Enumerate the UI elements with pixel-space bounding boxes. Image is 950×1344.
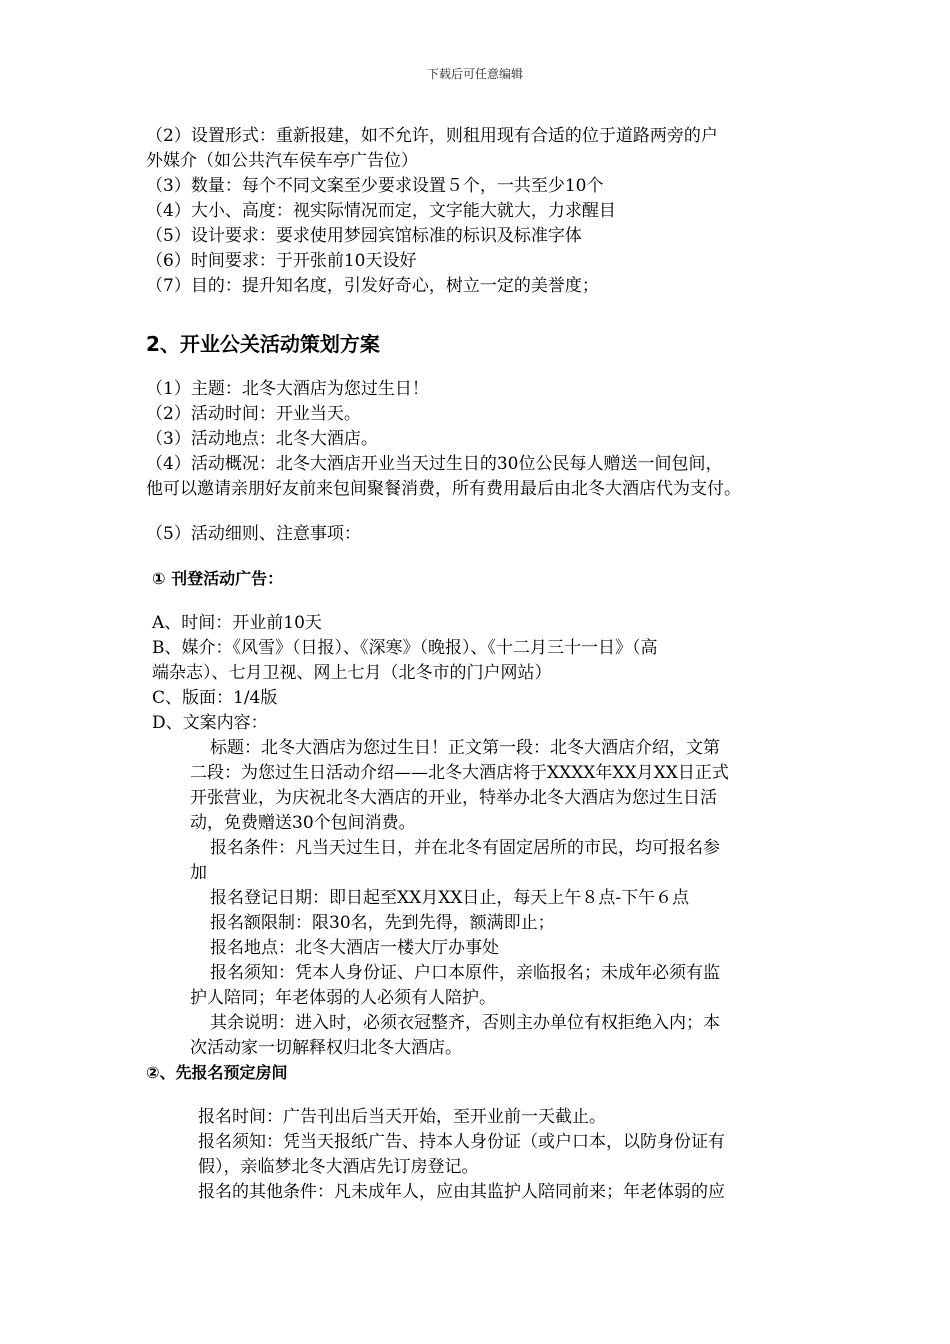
paragraph-line: 报名时间：广告刊出后当天开始，至开业前一天截止。 — [198, 1107, 606, 1127]
paragraph-line: 报名须知：凭当天报纸广告、持本人身份证（或户口本，以防身份证有 — [198, 1132, 725, 1152]
list-item: （2）设置形式：重新报建，如不允许，则租用现有合适的位于道路两旁的户 — [146, 126, 718, 146]
paragraph-line: 标题：北冬大酒店为您过生日！正文第一段：北冬大酒店介绍，文第 — [210, 738, 720, 758]
list-item: （3）数量：每个不同文案至少要求设置５个，一共至少10个 — [146, 176, 604, 196]
list-item: （2）活动时间：开业当天。 — [146, 404, 361, 424]
list-item: （1）主题：北冬大酒店为您过生日！ — [146, 379, 429, 399]
list-item: 外媒介（如公共汽车侯车亭广告位） — [146, 151, 418, 171]
document-body — [146, 124, 810, 1205]
paragraph-line: 其余说明：进入时，必须衣冠整齐，否则主办单位有权拒绝入内；本 — [210, 1013, 720, 1033]
paragraph-line: 报名条件：凡当天过生日，并在北冬有固定居所的市民，均可报名参 — [210, 838, 720, 858]
paragraph-line: 次活动家一切解释权归北冬大酒店。 — [190, 1038, 462, 1058]
paragraph-line: 护人陪同；年老体弱的人必须有人陪护。 — [190, 988, 496, 1008]
paragraph-line: 报名的其他条件：凡未成年人，应由其监护人陪同前来；年老体弱的应 — [198, 1182, 725, 1202]
paragraph-line: 报名地点：北冬大酒店一楼大厅办事处 — [210, 938, 499, 958]
paragraph-line: 报名登记日期：即日起至XX月XX日止，每天上午８点-下午６点 — [210, 888, 690, 908]
list-item: （7）目的：提升知名度，引发好奇心，树立一定的美誉度； — [146, 276, 599, 296]
list-item: （6）时间要求：于开张前10天设好 — [146, 251, 417, 271]
page-header-note: 下载后可任意编辑 — [426, 67, 523, 81]
paragraph-line: 报名额限制：限30名，先到先得，额满即止； — [210, 913, 555, 933]
section1-list — [146, 124, 810, 299]
list-item: （4）活动概况：北冬大酒店开业当天过生日的30位公民每人赠送一间包间， — [146, 454, 723, 474]
ad-details — [146, 611, 810, 736]
paragraph-line: 二段：为您过生日活动介绍——北冬大酒店将于XXXX年XX月XX日正式 — [190, 763, 729, 783]
list-item: D、文案内容： — [152, 713, 268, 733]
paragraph-line: 动，免费赠送30个包间消费。 — [190, 813, 416, 833]
list-item: B、媒介：《风雪》（日报）、《深寒》（晚报）、《十二月三十一日》（高 — [152, 638, 658, 658]
list-item: 他可以邀请亲朋好友前来包间聚餐消费，所有费用最后由北冬大酒店代为支付。 — [146, 479, 741, 499]
list-item: （4）大小、高度：视实际情况而定，文字能大就大，力求醒目 — [146, 201, 616, 221]
section2-list — [146, 377, 810, 502]
paragraph-line: 假），亲临梦北冬大酒店先订房登记。 — [198, 1157, 479, 1177]
list-item: 端杂志）、七月卫视、网上七月（北冬市的门户网站） — [152, 663, 552, 683]
ad-copy — [146, 736, 810, 1061]
paragraph-line: 开张营业，为庆祝北冬大酒店的开业，特举办北冬大酒店为您过生日活 — [190, 788, 717, 808]
subsection-heading: ① 刊登活动广告： — [152, 569, 284, 588]
preregistration — [146, 1105, 810, 1205]
subsection-heading: ②、先报名预定房间 — [146, 1063, 288, 1082]
list-item: （3）活动地点：北冬大酒店。 — [146, 429, 378, 449]
list-item: A、时间：开业前10天 — [152, 613, 322, 633]
section-heading: 2、开业公关活动策划方案 — [146, 332, 380, 356]
list-item: C、版面：1/4版 — [152, 688, 278, 708]
list-item: （5）设计要求：要求使用梦园宾馆标准的标识及标准字体 — [146, 226, 582, 246]
paragraph-line: 加 — [190, 863, 207, 883]
list-item: （5）活动细则、注意事项： — [146, 524, 361, 544]
paragraph-line: 报名须知：凭本人身份证、户口本原件，亲临报名；未成年必须有监 — [210, 963, 720, 983]
